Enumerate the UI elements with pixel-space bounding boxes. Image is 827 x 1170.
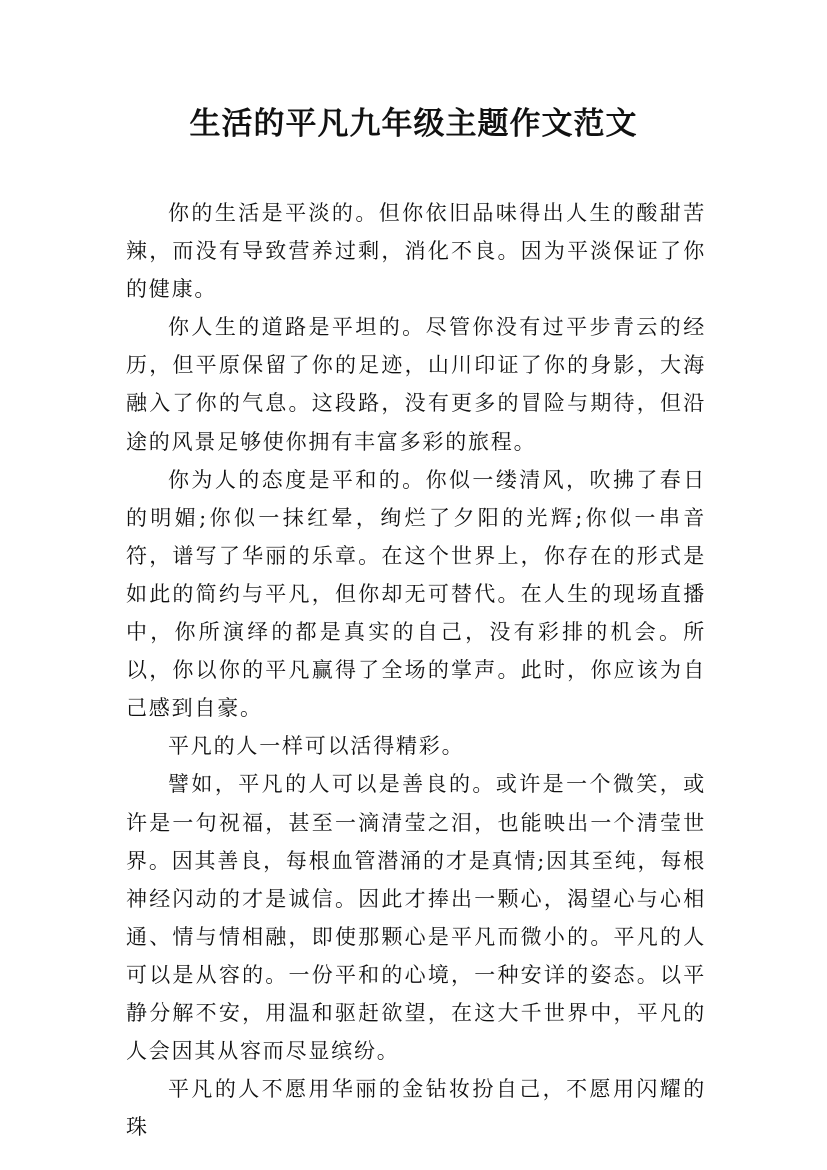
paragraph: 你为人的态度是平和的。你似一缕清风，吹拂了春日的明媚;你似一抹红晕，绚烂了夕阳的光辉;你似一串音符，谱写了华丽的乐章。在这个世界上，你存在的形式是如此的简约与平凡，但你却无可替代。在人生的现场直播中，你所演绎的都是真实的自己，没有彩排的机会。所以，你以你的平凡赢得了全场的掌声。此时，你应该为自己感到自豪。 — [126, 467, 706, 721]
paragraph: 平凡的人一样可以活得精彩。 — [168, 734, 465, 759]
paragraph: 你人生的道路是平坦的。尽管你没有过平步青云的经历，但平原保留了你的足迹，山川印证了你的身影，大海融入了你的气息。这段路，没有更多的冒险与期待，但沿途的风景足够使你拥有丰富多彩的旅程。 — [126, 315, 706, 454]
paragraph: 譬如，平凡的人可以是善良的。或许是一个微笑，或许是一句祝福，甚至一滴清莹之泪，也能映出一个清莹世界。因其善良，每根血管潜涌的才是真情;因其至纯，每根神经闪动的才是诚信。因此才捧出一颗心，渴望心与心相通、情与情相融，即使那颗心是平凡而微小的。平凡的人可以是从容的。一份平和的心境，一种安详的姿态。以平静分解不安，用温和驱赶欲望，在这大千世界中，平凡的人会因其从容而尽显缤纷。 — [126, 772, 706, 1064]
paragraph: 你的生活是平淡的。但你依旧品味得出人生的酸甜苦辣，而没有导致营养过剩，消化不良。因为平淡保证了你的健康。 — [126, 201, 706, 302]
document-body — [126, 194, 706, 1146]
paragraph: 平凡的人不愿用华丽的金钻妆扮自己，不愿用闪耀的珠 — [126, 1077, 706, 1140]
document-title: 生活的平凡九年级主题作文范文 — [189, 106, 638, 142]
